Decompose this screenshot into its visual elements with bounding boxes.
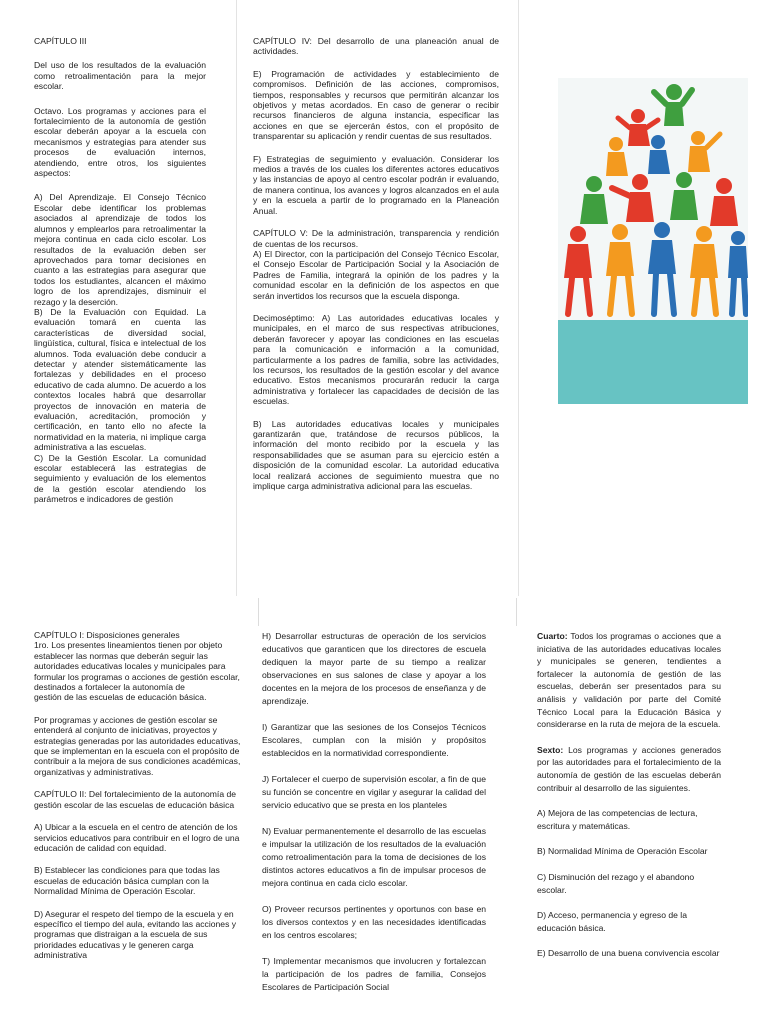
- paragraph: C) De la Gestión Escolar. La comunidad escolar establecerá las estrategias de seguimiento y evaluación de los elementos de la gestión escolar atendiendo los parámetros e indicadores de gestión: [34, 452, 206, 505]
- paragraph: A) Del Aprendizaje. El Consejo Técnico Escolar debe identificar los problemas asociados al aprendizaje de todos los alumnos y emplearlos para retroalimentar la mejora continua en cada ciclo escolar. Los resultados de la evaluación deben ser aprovechados para tomar decisiones en cuanto a las estrategias para asegurar que todos los estudiantes, alcancen el máximo logro de los aprendizajes, disminuir el rezago y la deserción.: [34, 192, 206, 307]
- chapter-title: CAPÍTULO V: De la administración, transparencia y rendición de cuentas de los recursos.: [253, 228, 499, 249]
- cuarto-text: Todos los programas o acciones que a iniciativa de las autoridades educativas locales y municipales se generen, tendientes a fortalecer la autonomía de gestión de las escuelas, deberán ser presentados para su análisis y validación por parte del Comité Técnico Local para la Educación Básica y considerarse en la ruta de mejora de la escuela.: [537, 631, 722, 730]
- paragraph: O) Proveer recursos pertinentes y oportunos con base en los diversos contextos y en las necesidades identificadas en los centros escolares;: [262, 904, 486, 940]
- paragraph: B) Las autoridades educativas locales y municipales garantizarán que, tratándose de recursos públicos, la información del monto recibido por la escuela y las responsabilidades que se asuman para su ejercicio estén a disposición de la comunidad escolar. La autoridad educativa local realizará acciones de seguimiento muestra que no implique carga administrativa adicional para las escuelas.: [253, 418, 499, 492]
- paragraph: Decimoséptimo: A) Las autoridades educativas locales y municipales, en el marco de sus respectivas atribuciones, deberán favorecer y apoyar las condiciones en las escuelas para la comunicación e información a la comunidad, particularmente a los padres de familia, sobre las actividades, los recursos, los resultados de la gestión escolar y del avance educativo. Estos mecanismos procurarán reducir la carga administrativa y fortalecer las capacidades de decisión de las escuelas.: [253, 312, 499, 407]
- chapter-title: CAPÍTULO II: Del fortalecimiento de la autonomía de gestión escolar de las escuelas de educación básica: [34, 789, 237, 810]
- paragraph-sexto: [537, 744, 721, 794]
- list-item: B) Normalidad Mínima de Operación Escolar: [537, 846, 708, 857]
- list-item: C) Disminución del rezago y el abandono escolar.: [537, 871, 695, 895]
- paragraph: 1ro. Los presentes lineamientos tienen por objeto establecer las normas que deberán seguir las autoridades educativas locales y municipales para formular los programas o acciones de gestión escolar, destinados a fortalecer la autonomía de: [34, 640, 240, 693]
- paragraph: B) De la Evaluación con Equidad. La evaluación tomará en cuenta las características de diversidad social, lingüística, cultural, física e intelectual de los alumnos. Toda evaluación debe conducir a detectar y atender sistemáticamente las fortalezas y debilidades en el proceso educativo de cada alumno. De acuerdo a los contextos locales habrá que desarrollar proyectos de innovación en materia de evaluación, acreditación, promoción y certificación, en tanto ello no afecte la normatividad en la materia, ni implique carga administrativa a las escuelas.: [34, 306, 206, 453]
- paragraph: N) Evaluar permanentemente el desarrollo de las escuelas e impulsar la utilización de los resultados de la evaluación como retroalimentación para la toma de decisiones de los distintos actores educativos a fin de impulsar procesos de mejora continua en cada ciclo escolar.: [262, 826, 486, 888]
- paragraph: D) Asegurar el respeto del tiempo de la escuela y en específico el tiempo del aula, evitando las acciones y programas que distraigan a la escuela de sus prioridades educativas y le generen carga administrativa: [34, 908, 237, 961]
- paragraph: J) Fortalecer el cuerpo de supervisión escolar, a fin de que su función se concentre en vigilar y asegurar la calidad del servicio educativo que se presta en los planteles: [262, 774, 486, 810]
- panel-bottom-middle: [262, 630, 486, 1007]
- page-break: [0, 598, 768, 626]
- chapter-title: CAPÍTULO III: [34, 36, 87, 46]
- paragraph: B) Establecer las condiciones para que todas las escuelas de educación básica cumplan con la Normalidad Mínima de Operación Escolar.: [34, 865, 220, 897]
- panel-top-middle: [253, 36, 499, 501]
- paragraph: E) Programación de actividades y establecimiento de compromisos. Definición de las acciones, compromisos, tiempos, responsables y recursos que permitirán alcanzar los objetivos y metas acordados. En caso de generar o recibir recursos financieros de alguna instancia, especificar las acciones en que se ejercerán éstos, con el propósito de transparentar su aplicación y rendir cuentas de sus resultados.: [253, 68, 499, 142]
- human-pyramid-teamwork-icon: [558, 78, 748, 320]
- paragraph: A) Ubicar a la escuela en el centro de atención de los servicios educativos para contribuir en el logro de una educación de calidad con equidad.: [34, 822, 240, 853]
- fold-line-top-left: [236, 0, 237, 596]
- paragraph-cuarto: [537, 630, 721, 731]
- chapter-title: CAPÍTULO I: Disposiciones generales: [34, 630, 180, 640]
- sexto-label: Sexto:: [537, 744, 564, 755]
- chapter-title: CAPÍTULO IV: Del desarrollo de una planeación anual de actividades.: [253, 36, 499, 57]
- paragraph: A) El Director, con la participación del Consejo Técnico Escolar, el Consejo Escolar de Participación Social y la Asociación de Padres de Familia, integrará la opinión de los padres y la comunidad escolar en la definición de los aspectos en que serán invertidos los recursos que la escuela disponga.: [253, 248, 499, 301]
- paragraph: Octavo. Los programas y acciones para el fortalecimiento de la autonomía de gestión escolar deberán apoyar a la escuela con mecanismos y estrategias para atender sus procesos de evaluación internos, atendiendo, entre otros, los siguientes aspectos:: [34, 105, 206, 179]
- paragraph: Por programas y acciones de gestión escolar se entenderá al conjunto de iniciativas, proyectos y estrategias generadas por las autoridades educativas, que se implementan en la escuela con el propósito de contribuir a la mejora de sus condiciones académicas, organizativas y administrativas.: [34, 714, 241, 777]
- fold-line-top-right: [518, 0, 519, 596]
- paragraph: F) Estrategias de seguimiento y evaluación. Considerar los medios a través de los cuales los diferentes actores educativos y las instancias de apoyo al centro escolar podrán ir evaluando, de manera continua, los avances y logros alcanzados en el aula y en la escuela a partir de lo programado en la Planeación Anual.: [253, 153, 499, 216]
- list-item: E) Desarrollo de una buena convivencia escolar: [537, 948, 720, 959]
- list-item: A) Mejora de las competencias de lectura, escritura y matemáticas.: [537, 808, 698, 831]
- teal-band: [558, 320, 748, 404]
- paragraph: gestión de las escuelas de educación básica.: [34, 692, 207, 703]
- list-item: D) Acceso, permanencia y egreso de la educación básica.: [537, 910, 687, 933]
- paragraph: Del uso de los resultados de la evaluación como retroalimentación para la mejor escolar.: [34, 60, 206, 92]
- panel-bottom-right: [537, 630, 721, 973]
- cuarto-label: Cuarto:: [537, 631, 568, 641]
- teamwork-illustration: [558, 78, 748, 404]
- panel-top-left: [34, 36, 206, 505]
- panel-bottom-left: [34, 630, 246, 971]
- paragraph: T) Implementar mecanismos que involucren y fortalezcan la participación de los padres de familia, Consejos Escolares de Participación Social: [262, 956, 486, 992]
- paragraph: I) Garantizar que las sesiones de los Consejos Técnicos Escolares, cumplan con la misión y propósitos establecidos en la normatividad correspondiente.: [262, 722, 486, 758]
- paragraph: H) Desarrollar estructuras de operación de los servicios educativos que garanticen que los directores de escuela dediquen la mayor parte de su tiempo a realizar observaciones en sus salones de clase y apoyar a los docentes en la mejora de los procesos de enseñanza y de aprendizaje.: [262, 631, 486, 706]
- sexto-text: Los programas y acciones generados por las autoridades para el fortalecimiento de la autonomía de gestión de las escuelas deberán contribuir al desarrollo de las siguientes.: [537, 744, 721, 793]
